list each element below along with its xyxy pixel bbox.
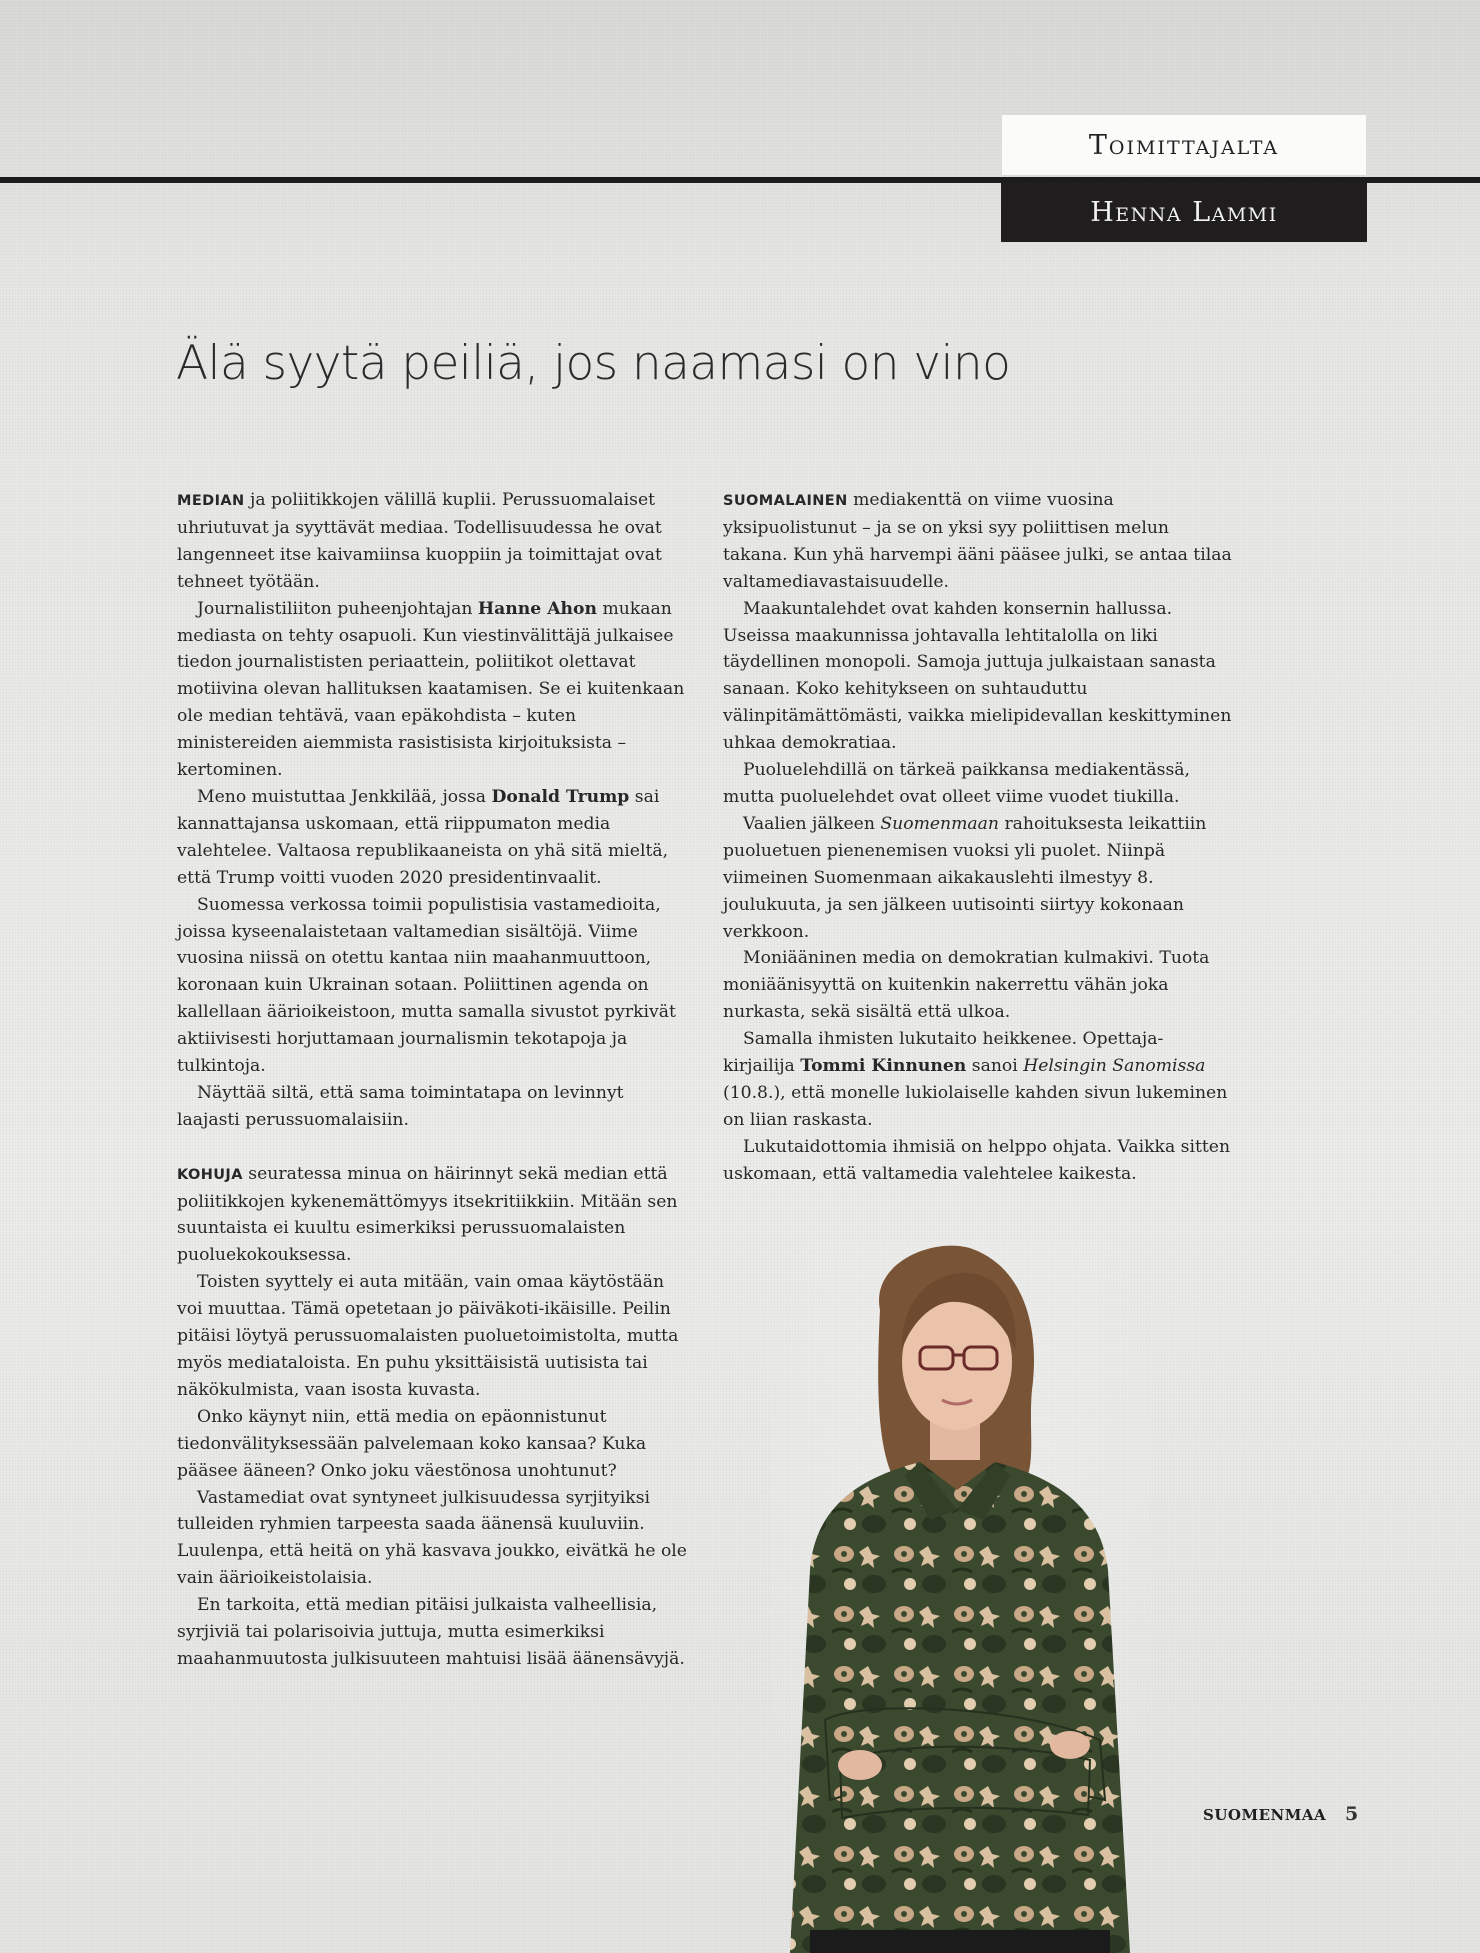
- paragraph: Näyttää siltä, että sama toimintatapa on levinnyt laajasti perussuomalaisiin.: [177, 1082, 624, 1130]
- lead-word: SUOMALAINEN: [723, 493, 848, 509]
- headline: Älä syytä peiliä, jos naamasi on vino: [176, 336, 1011, 391]
- paragraph-text: sai kannattajansa uskomaan, että riippumaton media valehtelee. Valtaosa republikaaneista on yhä sitä mieltä, että Trump voitti vuoden 2020 presidentinvaalit.: [177, 786, 669, 888]
- paragraph-text: (10.8.), että monelle lukiolaiselle kahden sivun lukeminen on liian raskasta.: [723, 1082, 1228, 1130]
- right-column: [723, 487, 1235, 1188]
- paragraph: [723, 487, 1235, 596]
- paragraph: Onko käynyt niin, että media on epäonnistunut tiedonvälityksessään palvelemaan koko kansaa? Kuka pääsee ääneen? Onko joku väestönosa unohtunut?: [177, 1406, 647, 1481]
- author-photo: [770, 1240, 1150, 1953]
- page-number: 5: [1345, 1803, 1359, 1825]
- newspaper-name: Helsingin Sanomissa: [1023, 1056, 1206, 1077]
- paragraph-text: mediakenttä on viime vuosina yksipuolistunut – ja se on yksi syy poliittisen melun takana. Kun yhä harvempi ääni pääsee julki, se antaa tilaa valtamediavastaisuudelle.: [723, 490, 1232, 592]
- paragraph: Moniääninen media on demokratian kulmakivi. Tuota moniäänisyyttä on kuitenkin nakerrettu vähän joka nurkasta, sekä sisältä että ulkoa.: [723, 948, 1210, 1023]
- lead-word: MEDIAN: [177, 493, 245, 509]
- paragraph: [177, 1161, 689, 1270]
- person-name: Donald Trump: [491, 786, 630, 807]
- section-label-text: Toimittajalta: [1088, 129, 1280, 161]
- paragraph-text: mukaan mediasta on tehty osapuoli. Kun viestinvälittäjä julkaisee tiedon journalististen periaattein, poliitikot olettavat motiivina olevan hallituksen kaatamisen. Se ei kuitenkaan ole median tehtävä, vaan epäkohdista – kuten ministereiden aiemmista rasistisista kirjoituksista – kertominen.: [177, 598, 685, 781]
- magazine-name: Suomenmaan: [880, 813, 999, 834]
- paragraph: En tarkoita, että median pitäisi julkaista valheellisia, syrjiviä tai polarisoivia juttuja, mutta esimerkiksi maahanmuutosta julkisuuteen mahtuisi lisää äänensävyjä.: [177, 1595, 685, 1669]
- paragraph-text: sanoi: [966, 1056, 1024, 1077]
- left-column: [177, 487, 689, 1673]
- paragraph-text: ja poliitikkojen välillä kuplii. Perussuomalaiset uhriutuvat ja syyttävät mediaa. Todellisuudessa he ovat langenneet itse kaivamiinsa kuoppiin ja toimittajat ovat tehneet työtään.: [177, 490, 662, 592]
- paragraph: [177, 784, 689, 892]
- paragraph-text: Vaalien jälkeen: [743, 813, 881, 834]
- person-name: Hanne Ahon: [477, 598, 597, 619]
- paragraph: [723, 811, 1235, 946]
- author-name: Henna Lammi: [1090, 197, 1278, 228]
- paragraph-text: Journalistiliiton puheenjohtajan: [197, 598, 478, 619]
- lead-word: KOHUJA: [177, 1166, 243, 1183]
- person-name: Tommi Kinnunen: [800, 1056, 967, 1077]
- paragraph: [177, 596, 689, 784]
- paragraph-text: Samalla ihmisten lukutaito heikkenee. Opettaja-kirjailija: [723, 1029, 1164, 1077]
- paragraph: Maakuntalehdet ovat kahden konsernin hallussa. Useissa maakunnissa johtavalla lehtitalolla on liki täydellinen monopoli. Samoja juttuja julkaistaan sanasta sanaan. Koko kehitykseen on suhtauduttu välinpitämättömästi, vaikka mielipidevallan keskittyminen uhkaa demokratiaa.: [723, 598, 1232, 754]
- paragraph: Suomessa verkossa toimii populistisia vastamedioita, joissa kyseenalaistetaan valtamedian sisältöjä. Viime vuosina niissä on otettu kantaa niin maahanmuuttoon, koronaan kuin Ukrainan sotaan. Poliittinen agenda on kallellaan äärioikeistoon, mutta samalla sivustot pyrkivät aktiivisesti horjuttamaan journalismin tekotapoja ja tulkintoja.: [177, 894, 676, 1077]
- paragraph-text: seuratessa minua on häirinnyt sekä median että poliitikkojen kykenemättömyys itsekritiikkiin. Mitään sen suuntaista ei kuultu esimerkiksi perussuomalaisten puoluekokouksessa.: [177, 1163, 678, 1266]
- paragraph: [177, 487, 689, 596]
- paragraph: Puoluelehdillä on tärkeä paikkansa mediakentässä, mutta puoluelehdet ovat olleet viime vuodet tiukilla.: [723, 760, 1191, 807]
- paragraph: [723, 1026, 1235, 1134]
- paragraph-text: Meno muistuttaa Jenkkilää, jossa: [197, 786, 492, 807]
- paragraph: Lukutaidottomia ihmisiä on helppo ohjata. Vaikka sitten uskomaan, että valtamedia valehtelee kaikesta.: [723, 1136, 1231, 1184]
- paragraph: Toisten syyttely ei auta mitään, vain omaa käytöstään voi muuttaa. Tämä opetetaan jo päiväkoti-ikäisille. Peilin pitäisi löytyä perussuomalaisten puoluetoimistolta, mutta myös mediataloista. En puhu yksittäisistä uutisista tai näkökulmista, vaan isosta kuvasta.: [177, 1272, 679, 1400]
- section-label: [1001, 114, 1367, 176]
- author-label: [1001, 183, 1367, 242]
- magazine-name-footer: SUOMENMAA: [1203, 1806, 1327, 1824]
- paragraph-text: rahoituksesta leikattiin puoluetuen pienenemisen vuoksi yli puolet. Niinpä viimeinen Suomenmaan aikakauslehti ilmestyy 8. joulukuuta, ja sen jälkeen uutisointi siirtyy kokonaan verkkoon.: [723, 813, 1207, 942]
- paragraph: Vastamediat ovat syntyneet julkisuudessa syrjityiksi tulleiden ryhmien tarpeesta saada äänensä kuuluviin. Luulenpa, että heitä on yhä kasvava joukko, eivätkä he ole vain äärioikeistolaisia.: [177, 1487, 687, 1589]
